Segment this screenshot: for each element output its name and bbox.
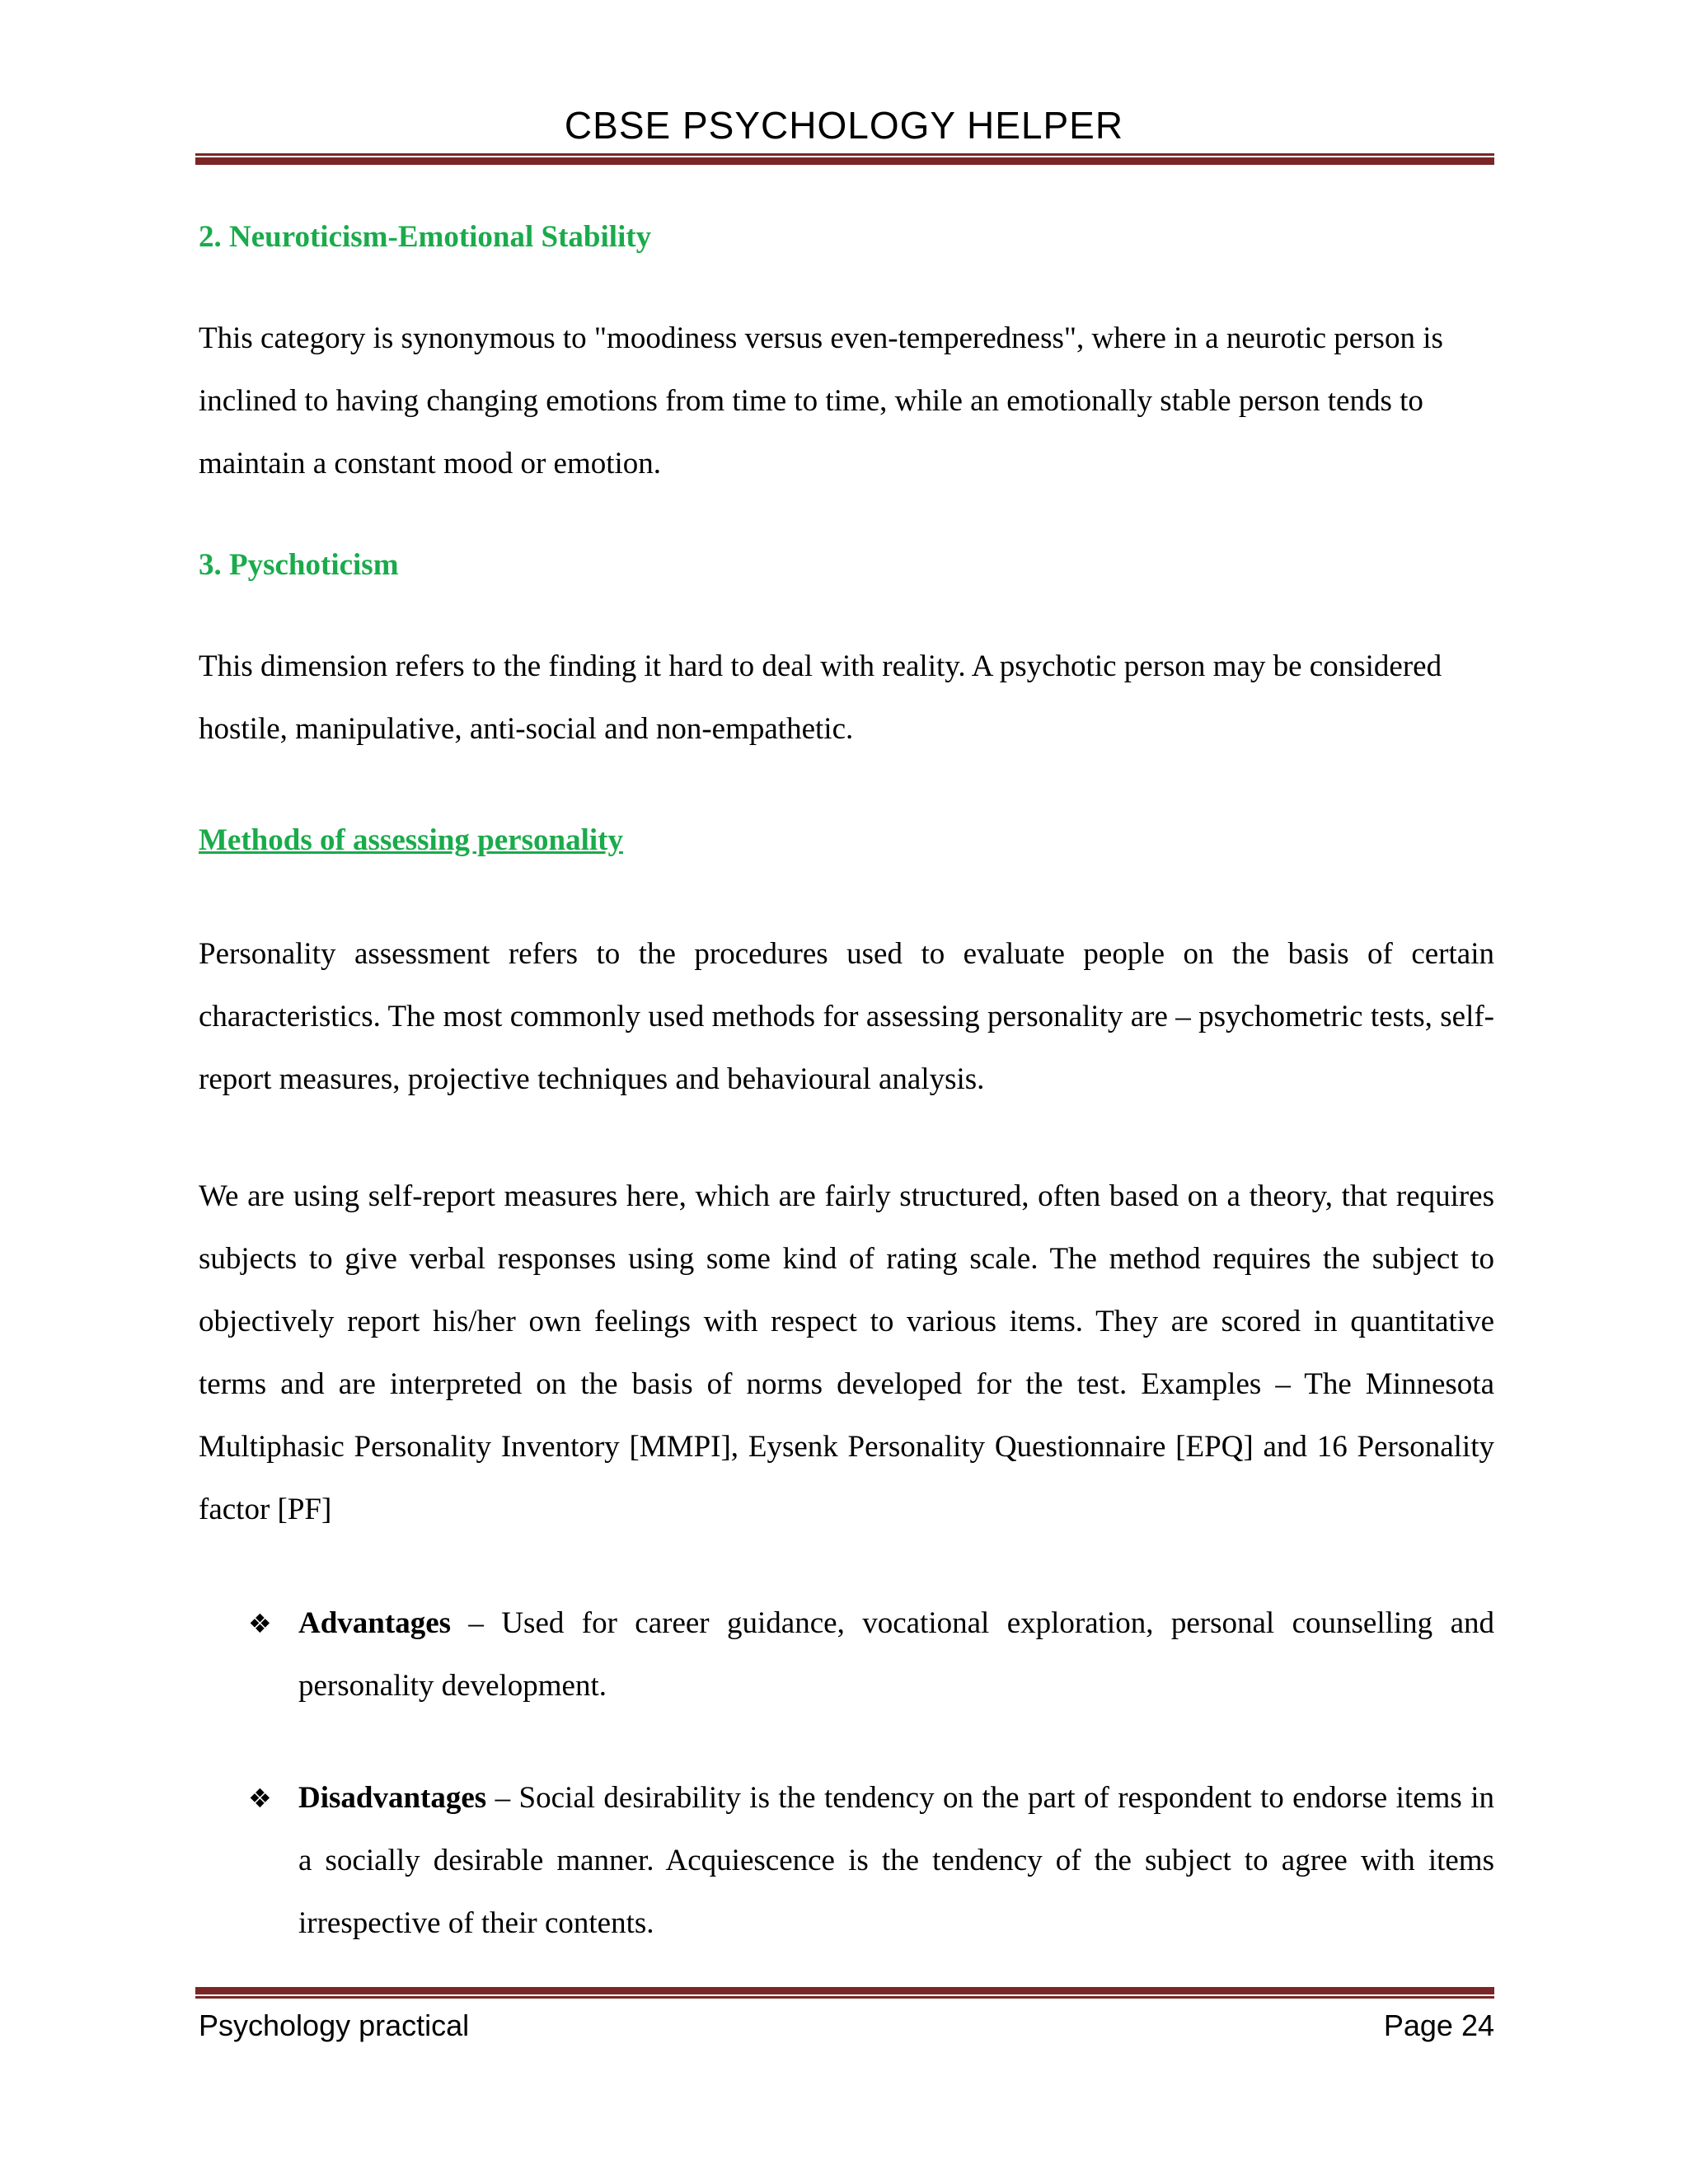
header-rule-thick bbox=[195, 157, 1494, 165]
paragraph-self-report: We are using self-report measures here, which are fairly structured, often based on a theory, that requires subjects to give verbal responses using some kind of rating scale. The method requires the subject to objectively report his/her own feelings with respect to various items. They are scored in quantitative terms and are interpreted on the basis of norms developed for the test. Examples – The Minnesota Multiphasic Personality Inventory [MMPI], Eysenk Personality Questionnaire [EPQ] and 16 Personality factor [PF] bbox=[199, 1179, 1494, 1526]
list-item-disadvantages bbox=[199, 1767, 1494, 1955]
paragraph-methods-intro: Personality assessment refers to the procedures used to evaluate people on the basis of certain characteristics. The most commonly used methods for assessing personality are – psychometric tests, self-report measures, projective techniques and behavioural analysis. bbox=[199, 937, 1494, 1096]
section-heading-psychoticism: 3. Pyschoticism bbox=[199, 548, 399, 582]
header-rule-thin bbox=[195, 153, 1494, 156]
footer-rule-thin bbox=[195, 1996, 1494, 1999]
bullet-term: Disadvantages bbox=[298, 1781, 487, 1815]
page-number: Page 24 bbox=[1383, 2008, 1494, 2042]
section-heading-neuroticism: 2. Neuroticism-Emotional Stability bbox=[199, 220, 652, 254]
paragraph-neuroticism: This category is synonymous to "moodiness versus even-temperedness", where in a neurotic person is inclined to having changing emotions from time to time, while an emotionally stable person tends to maintain a constant mood or emotion. bbox=[199, 321, 1443, 480]
header-title: CBSE PSYCHOLOGY HELPER bbox=[564, 104, 1124, 147]
paragraph-psychoticism: This dimension refers to the finding it hard to deal with reality. A psychotic person may be considered hostile, manipulative, anti-social and non-empathetic. bbox=[199, 649, 1442, 746]
bullet-text: – Used for career guidance, vocational exploration, personal counselling and personality development. bbox=[298, 1606, 1494, 1703]
footer-label: Psychology practical bbox=[199, 2008, 470, 2042]
bullet-text: – Social desirability is the tendency on the part of respondent to endorse items in a socially desirable manner. Acquiescence is the tendency of the subject to agree with items irrespective of their contents. bbox=[298, 1781, 1494, 1940]
footer-rule-thick bbox=[195, 1987, 1494, 1994]
diamond-bullet-icon: ❖ bbox=[248, 1608, 272, 1639]
bullet-term: Advantages bbox=[298, 1606, 452, 1640]
diamond-bullet-icon: ❖ bbox=[248, 1783, 272, 1814]
list-item-advantages bbox=[199, 1592, 1494, 1718]
page-content bbox=[199, 206, 1494, 1955]
section-heading-methods: Methods of assessing personality bbox=[199, 823, 623, 857]
bullet-list bbox=[199, 1592, 1494, 1955]
